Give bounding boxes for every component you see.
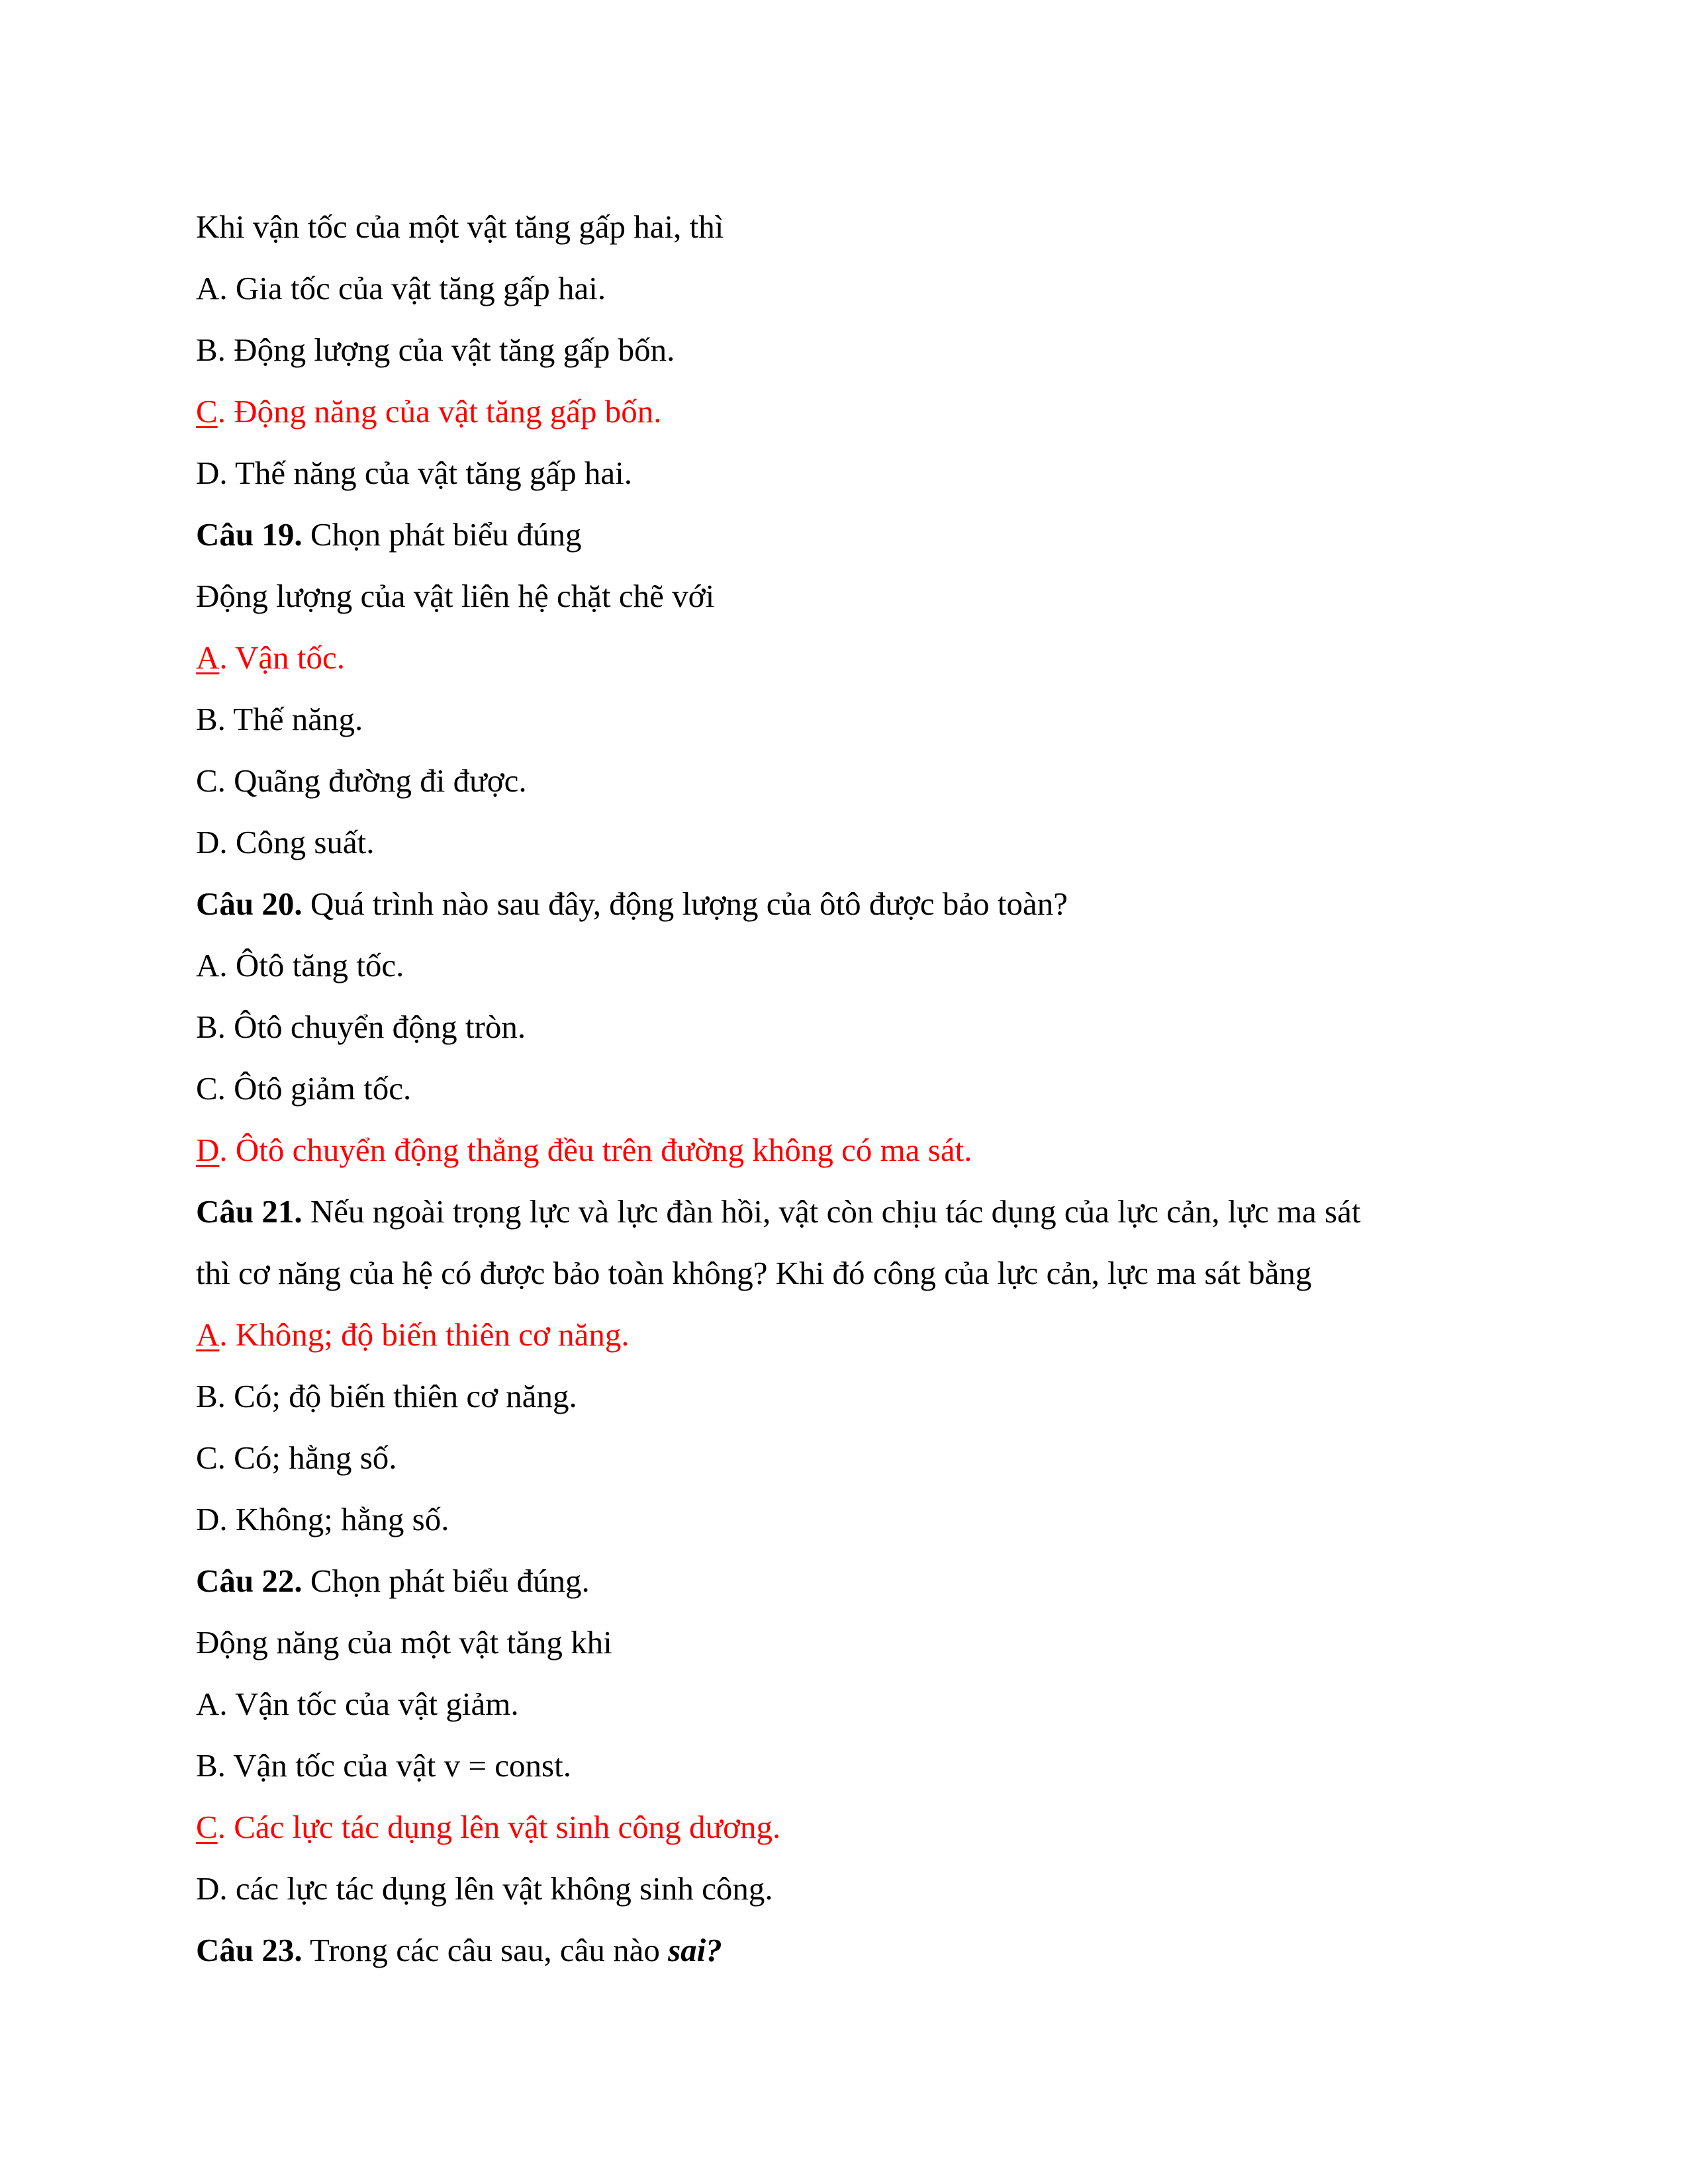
question-22	[196, 1550, 1493, 1612]
option-d-correct	[196, 1119, 1493, 1181]
option-b	[196, 996, 1493, 1058]
question-number: Câu 20.	[196, 886, 303, 922]
option-text: B. Thế năng.	[196, 701, 363, 737]
question-stem	[196, 1612, 1493, 1673]
document-page	[196, 196, 1493, 1981]
question-text: Trong các câu sau, câu nào	[302, 1932, 669, 1968]
question-number: Câu 23.	[196, 1932, 303, 1968]
option-text: D. Thế năng của vật tăng gấp hai.	[196, 455, 633, 491]
question-text: Nếu ngoài trọng lực và lực đàn hồi, vật còn chịu tác dụng của lực cản, lực ma sát	[302, 1193, 1361, 1230]
option-text: . Động năng của vật tăng gấp bốn.	[217, 393, 662, 430]
option-text: B. Có; độ biến thiên cơ năng.	[196, 1378, 577, 1414]
option-text: . Ôtô chuyển động thẳng đều trên đường không có ma sát.	[219, 1132, 972, 1168]
option-text: C. Có; hằng số.	[196, 1439, 397, 1476]
option-c-correct	[196, 381, 1493, 442]
question-number: Câu 19.	[196, 516, 303, 553]
question-number: Câu 21.	[196, 1193, 303, 1230]
option-text: D. các lực tác dụng lên vật không sinh công.	[196, 1870, 773, 1907]
option-a-correct	[196, 627, 1493, 688]
question-21	[196, 1181, 1493, 1242]
stem-text: Động lượng của vật liên hệ chặt chẽ với	[196, 578, 715, 614]
option-a-correct	[196, 1304, 1493, 1365]
question-text: Chọn phát biểu đúng	[302, 516, 582, 553]
option-c	[196, 1427, 1493, 1488]
option-d	[196, 1858, 1493, 1919]
question-number: Câu 22.	[196, 1563, 303, 1599]
option-d	[196, 1488, 1493, 1550]
option-d	[196, 442, 1493, 504]
option-text: B. Ôtô chuyển động tròn.	[196, 1009, 526, 1045]
option-text: B. Động lượng của vật tăng gấp bốn.	[196, 332, 675, 368]
option-a	[196, 257, 1493, 319]
option-text: C. Quãng đường đi được.	[196, 762, 527, 799]
emphasis-text: sai?	[668, 1932, 722, 1968]
question-text: thì cơ năng của hệ có được bảo toàn không? Khi đó công của lực cản, lực ma sát bằng	[196, 1255, 1312, 1291]
answer-letter: A	[196, 1316, 220, 1353]
question-23	[196, 1919, 1493, 1981]
option-c	[196, 1058, 1493, 1119]
option-b	[196, 688, 1493, 750]
answer-letter: C	[196, 1809, 218, 1845]
option-text: . Không; độ biến thiên cơ năng.	[219, 1316, 630, 1353]
option-text: A. Vận tốc của vật giảm.	[196, 1686, 519, 1722]
option-b	[196, 1735, 1493, 1796]
option-a	[196, 1673, 1493, 1735]
question-stem	[196, 565, 1493, 627]
question-20	[196, 873, 1493, 934]
question-text: Quá trình nào sau đây, động lượng của ôtô được bảo toàn?	[302, 886, 1068, 922]
option-d	[196, 811, 1493, 873]
option-text: . Các lực tác dụng lên vật sinh công dương.	[217, 1809, 781, 1845]
question-stem	[196, 196, 1493, 257]
option-text: A. Gia tốc của vật tăng gấp hai.	[196, 270, 606, 306]
option-b	[196, 1365, 1493, 1427]
option-text: D. Công suất.	[196, 824, 375, 860]
question-19	[196, 504, 1493, 565]
option-text: B. Vận tốc của vật v = const.	[196, 1747, 571, 1784]
option-text: A. Ôtô tăng tốc.	[196, 947, 404, 983]
stem-text: Động năng của một vật tăng khi	[196, 1624, 612, 1661]
question-text: Chọn phát biểu đúng.	[302, 1563, 590, 1599]
option-text: . Vận tốc.	[219, 639, 346, 676]
option-a	[196, 934, 1493, 996]
answer-letter: D	[196, 1132, 220, 1168]
option-text: C. Ôtô giảm tốc.	[196, 1070, 412, 1107]
option-text: D. Không; hằng số.	[196, 1501, 449, 1537]
option-c-correct	[196, 1796, 1493, 1858]
option-c	[196, 750, 1493, 811]
answer-letter: A	[196, 639, 220, 676]
answer-letter: C	[196, 393, 218, 430]
option-b	[196, 319, 1493, 381]
stem-text: Khi vận tốc của một vật tăng gấp hai, thì	[196, 208, 724, 245]
question-text-continued	[196, 1242, 1493, 1304]
